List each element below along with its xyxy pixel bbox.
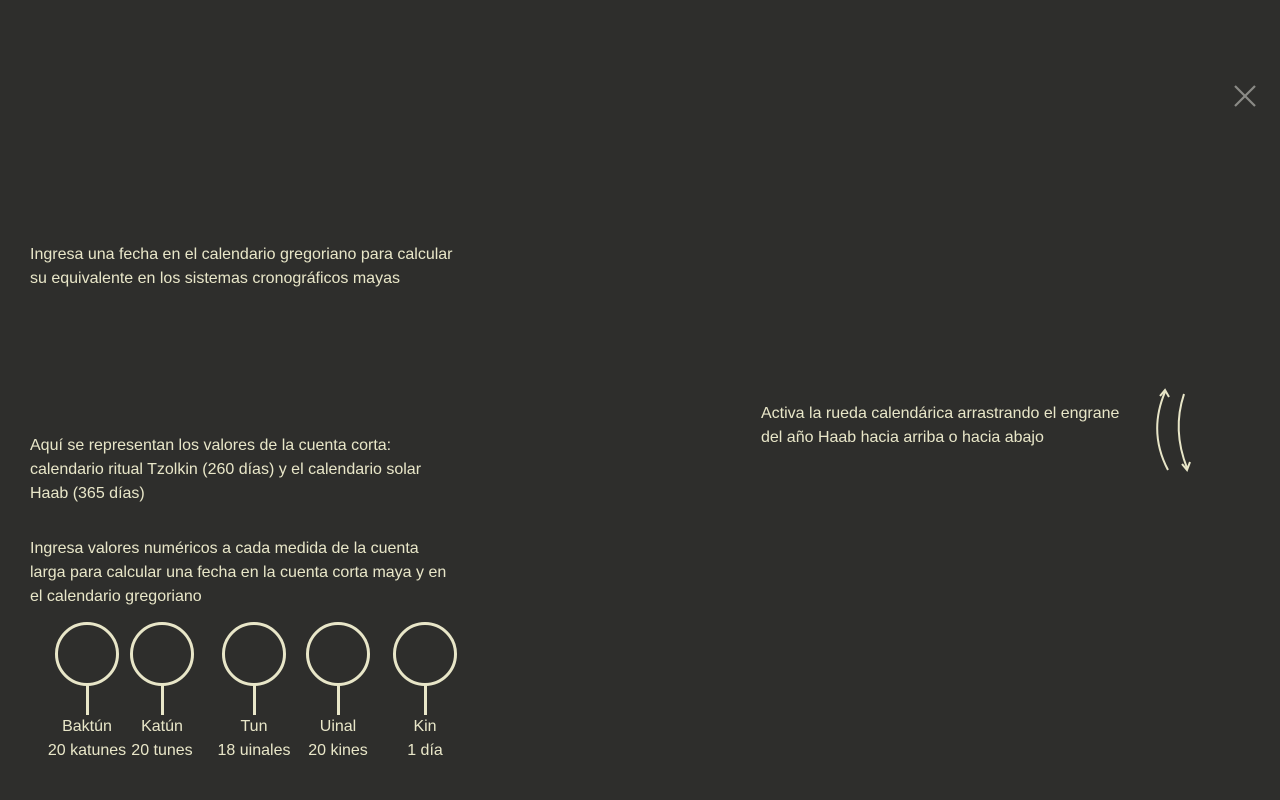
dial-stem (161, 685, 164, 715)
katun-input[interactable] (130, 622, 194, 686)
baktun-input[interactable] (55, 622, 119, 686)
rotate-arrows-icon (1150, 384, 1196, 476)
kin-label: Kin (413, 718, 437, 735)
tun-unit: 18 uinales (217, 742, 291, 759)
long-count-instructions: Ingresa valores numéricos a cada medida de la cuenta larga para calcular una fecha en la cuenta corta maya y en el calendario gregoriano (30, 540, 447, 605)
katun-label: Katún (141, 718, 183, 735)
close-button[interactable] (1230, 81, 1260, 111)
baktun-unit: 20 katunes (47, 742, 127, 759)
baktun-label: Baktún (62, 718, 112, 735)
kin-input[interactable] (393, 622, 457, 686)
uinal-input[interactable] (306, 622, 370, 686)
dial-katun (112, 622, 212, 763)
tun-input[interactable] (222, 622, 286, 686)
dial-kin (375, 622, 475, 763)
uinal-label: Uinal (319, 718, 357, 735)
close-icon (1230, 81, 1260, 111)
dial-stem (424, 685, 427, 715)
katun-unit: 20 tunes (131, 742, 193, 759)
dial-uinal (288, 622, 388, 763)
short-count-description: Aquí se representan los valores de la cuenta corta: calendario ritual Tzolkin (260 días) y el calendario solar Haab (365 días) (30, 437, 422, 502)
intro-instructions: Ingresa una fecha en el calendario gregoriano para calcular su equivalente en los sistemas cronográficos mayas (30, 246, 453, 287)
uinal-unit: 20 kines (308, 742, 368, 759)
dial-stem (337, 685, 340, 715)
calendar-wheel-instructions: Activa la rueda calendárica arrastrando el engrane del año Haab hacia arriba o hacia abajo (761, 405, 1120, 446)
dial-stem (86, 685, 89, 715)
tun-label: Tun (240, 718, 268, 735)
dial-stem (253, 685, 256, 715)
kin-unit: 1 día (407, 742, 443, 759)
